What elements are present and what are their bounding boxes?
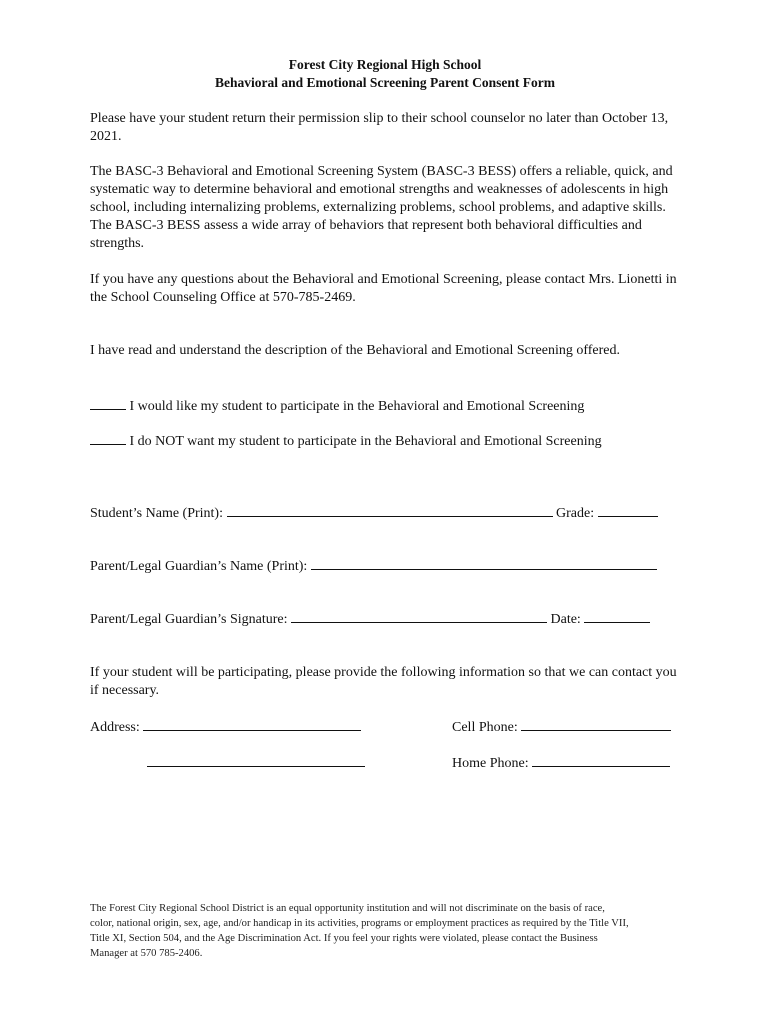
grade-label: Grade: bbox=[556, 506, 595, 521]
footer-line: The Forest City Regional School District is an equal opportunity institution and will not discriminate on the basis of race, bbox=[90, 903, 605, 914]
address-field-line-2[interactable] bbox=[147, 753, 365, 767]
home-phone-label: Home Phone: bbox=[452, 756, 529, 771]
guardian-name-row bbox=[90, 556, 657, 576]
option-decline bbox=[90, 431, 602, 451]
address-row bbox=[90, 717, 361, 737]
home-phone-field[interactable] bbox=[532, 753, 670, 767]
acknowledgement: I have read and understand the description of the Behavioral and Emotional Screening offered. bbox=[90, 343, 620, 358]
guardian-name-field[interactable] bbox=[311, 556, 657, 570]
student-name-label: Student’s Name (Print): bbox=[90, 506, 223, 521]
contact-info: If you have any questions about the Behavioral and Emotional Screening, please contact Mrs. Lionetti in the School Counseling Office at 570-785-2469. bbox=[90, 272, 677, 305]
date-label: Date: bbox=[550, 612, 581, 627]
home-phone-row bbox=[452, 753, 670, 773]
screening-description: The BASC-3 Behavioral and Emotional Screening System (BASC-3 BESS) offers a reliable, quick, and systematic way to determine behavioral and emotional strengths and weaknesses of adolescents in high school, including internalizing problems, externalizing problems, school problems, and adaptive skills. The BASC-3 BESS assess a wide array of behaviors that represent both behavioral difficulties and strengths. bbox=[90, 164, 673, 251]
option-decline-label: I do NOT want my student to participate in the Behavioral and Emotional Screening bbox=[129, 434, 602, 449]
student-name-field[interactable] bbox=[227, 503, 553, 517]
address-field-line-1[interactable] bbox=[143, 717, 361, 731]
nondiscrimination-footer bbox=[90, 901, 680, 961]
cell-phone-field[interactable] bbox=[521, 717, 671, 731]
decline-checkbox-blank[interactable] bbox=[90, 431, 126, 445]
form-title: Behavioral and Emotional Screening Parent Consent Form bbox=[215, 75, 555, 90]
guardian-signature-row bbox=[90, 609, 650, 629]
participate-checkbox-blank[interactable] bbox=[90, 396, 126, 410]
cell-phone-row bbox=[452, 717, 671, 737]
footer-line: Manager at 570 785-2406. bbox=[90, 948, 203, 959]
guardian-signature-field[interactable] bbox=[291, 609, 547, 623]
contact-intro: If your student will be participating, please provide the following information so that we can contact you if necessary. bbox=[90, 665, 677, 698]
school-name: Forest City Regional High School bbox=[288, 57, 482, 72]
return-instructions: Please have your student return their permission slip to their school counselor no later than October 13, 2021. bbox=[90, 111, 669, 144]
cell-phone-label: Cell Phone: bbox=[452, 720, 518, 735]
option-participate-label: I would like my student to participate in the Behavioral and Emotional Screening bbox=[129, 399, 585, 414]
footer-line: Title XI, Section 504, and the Age Discrimination Act. If you feel your rights were violated, please contact the Business bbox=[90, 933, 598, 944]
guardian-signature-label: Parent/Legal Guardian’s Signature: bbox=[90, 612, 288, 627]
date-field[interactable] bbox=[584, 609, 650, 623]
address-label: Address: bbox=[90, 720, 140, 735]
option-participate bbox=[90, 396, 584, 416]
address-row-2 bbox=[147, 753, 365, 773]
guardian-name-label: Parent/Legal Guardian’s Name (Print): bbox=[90, 559, 308, 574]
footer-line: color, national origin, sex, age, and/or handicap in its activities, programs or employment practices as required by the Title VII, bbox=[90, 918, 629, 929]
student-name-row bbox=[90, 503, 658, 523]
grade-field[interactable] bbox=[598, 503, 658, 517]
